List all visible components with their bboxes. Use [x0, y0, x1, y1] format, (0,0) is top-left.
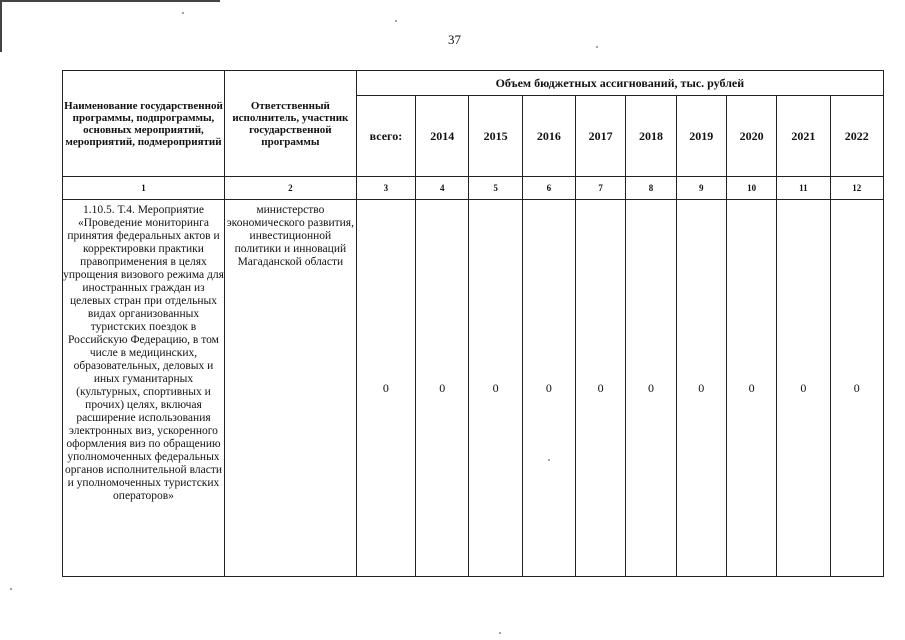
column-number: 9: [676, 177, 726, 200]
column-number: 4: [416, 177, 469, 200]
value-cell: 0: [522, 200, 575, 577]
value-cell: 0: [676, 200, 726, 577]
activity-name: 1.10.5. Т.4. Мероприятие «Проведение мониторинга принятия федеральных актов и корректировки практики правоприменения в целях упрощения визового режима для иностранных граждан из целевых стран при отдельных видах организованных туристских поездок в Российскую Федерацию, в том числе в медицинских, образовательных, деловых и иных гуманитарных (культурных, спортивных и прочих) целях, включая расширение использования электронных виз, ускоренного оформления виз по обращению уполномоченных федеральных органов исполнительной власти и уполномоченных туристских операторов»: [63, 200, 225, 577]
header-name-column: Наименование государственной программы, подпрограммы, основных мероприятий, мероприятий, подмероприятий: [63, 71, 225, 177]
header-year: 2016: [522, 96, 575, 177]
header-responsible-column: Ответственный исполнитель, участник государственной программы: [224, 71, 356, 177]
scan-speck: [499, 632, 501, 634]
value-cell: 0: [626, 200, 676, 577]
header-year: 2014: [416, 96, 469, 177]
column-number: 5: [469, 177, 522, 200]
column-number: 8: [626, 177, 676, 200]
scan-speck: [10, 588, 12, 590]
column-number: 2: [224, 177, 356, 200]
header-year: 2019: [676, 96, 726, 177]
value-cell: 0: [726, 200, 776, 577]
column-number: 1: [63, 177, 225, 200]
page-number: 37: [448, 32, 461, 47]
value-cell: 0: [576, 200, 626, 577]
column-number-row: [63, 177, 884, 200]
header-year: 2020: [726, 96, 776, 177]
scan-speck: [596, 46, 598, 48]
scan-edge-left: [0, 0, 2, 52]
column-number: 11: [777, 177, 830, 200]
column-number: 3: [356, 177, 415, 200]
table-row: [63, 200, 884, 577]
value-cell: 0: [777, 200, 830, 577]
header-year: 2022: [830, 96, 883, 177]
responsible-executor: министерство экономического развития, инвестиционной политики и инноваций Магаданской области: [224, 200, 356, 577]
value-cell: 0: [469, 200, 522, 577]
column-number: 12: [830, 177, 883, 200]
scan-edge-top: [0, 0, 220, 2]
value-cell: 0: [830, 200, 883, 577]
scan-speck: [395, 20, 397, 22]
header-year: 2017: [576, 96, 626, 177]
column-number: 7: [576, 177, 626, 200]
header-budget-group: Объем бюджетных ассигнований, тыс. рублей: [356, 71, 883, 96]
header-total: всего:: [356, 96, 415, 177]
scan-speck: [182, 12, 184, 14]
header-year: 2015: [469, 96, 522, 177]
value-total: 0: [356, 200, 415, 577]
value-cell: 0: [416, 200, 469, 577]
header-year: 2018: [626, 96, 676, 177]
header-year: 2021: [777, 96, 830, 177]
column-number: 6: [522, 177, 575, 200]
budget-table: [62, 70, 884, 577]
scan-speck: [548, 459, 550, 461]
column-number: 10: [726, 177, 776, 200]
